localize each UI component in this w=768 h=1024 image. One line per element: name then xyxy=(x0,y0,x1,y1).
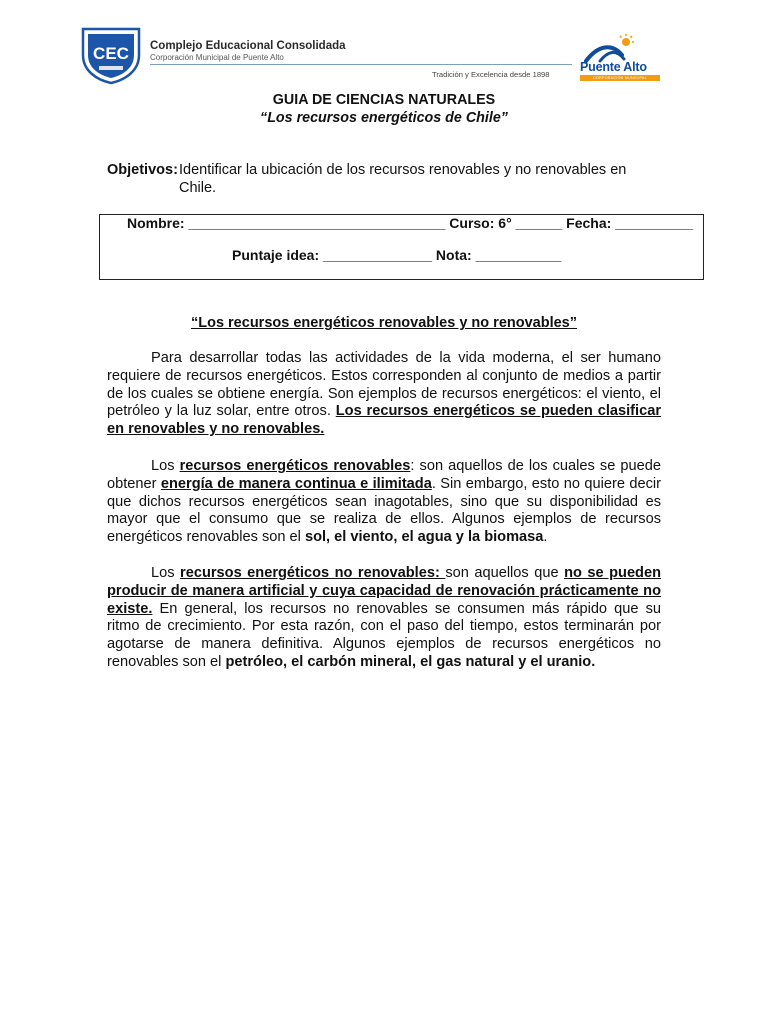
sun-bridge-icon xyxy=(580,33,662,63)
paragraph-non-renewable xyxy=(107,565,661,672)
section-heading: “Los recursos energéticos renovables y no renovables” xyxy=(190,315,577,331)
paragraph-renewable xyxy=(107,458,661,547)
paragraph-text: En general, los recursos no renovables se consumen más rápido que su ritmo de crecimiento. Por esta razón, con el paso del tiempo, estos terminarán por agotarse de manera definitiva. Algunos ejemplos de recursos energéticos no renovables son el xyxy=(107,600,661,670)
paragraph-text: Para desarrollar todas las actividades de la vida moderna, el ser humano requiere de recursos energéticos. Estos corresponden al conjunto de medios a partir de los cuales se obtiene energía. Son ejemplos de recursos energéticos: el viento, el petróleo y la luz solar, entre otros. xyxy=(107,350,661,420)
key-phrase: no se pueden producir de manera artificial y cuya capacidad de renovación prácticamente no existe. xyxy=(107,565,662,617)
paragraph-text: : son aquellos de los cuales se puede obtener xyxy=(107,458,661,492)
shield-icon xyxy=(79,25,143,85)
school-motto: Tradición y Excelencia desde 1898 xyxy=(432,70,550,79)
document-subtitle: “Los recursos energéticos de Chile” xyxy=(260,110,508,126)
paragraph-text: Los xyxy=(151,565,181,581)
shield-monogram: CEC xyxy=(93,44,129,63)
school-subtitle: Corporación Municipal de Puente Alto xyxy=(150,53,284,62)
key-phrase: energía de manera continua e ilimitada xyxy=(160,475,432,492)
term-non-renewable: recursos energéticos no renovables: xyxy=(180,565,446,581)
term-renewable: recursos energéticos renovables xyxy=(179,458,411,474)
student-info-box xyxy=(99,214,704,280)
objectives-text: Identificar la ubicación de los recursos renovables y no renovables en Chile. xyxy=(179,162,627,196)
school-name: Complejo Educacional Consolidada xyxy=(150,40,346,52)
score-grade-line[interactable]: Puntaje idea: ______________ Nota: ___________ xyxy=(232,247,562,263)
paragraph-text: . Sin embargo, esto no quiere decir que dichos recursos energéticos sean inagotables, sino que su disponibilidad es mayor que el consumo que se realiza de ellos. Algunos ejemplos de recursos energéticos renovables son el xyxy=(107,475,661,546)
partner-name: Puente Alto xyxy=(580,60,647,74)
document-title: GUIA DE CIENCIAS NATURALES xyxy=(272,92,496,108)
objectives-label: Objetivos: xyxy=(107,162,178,178)
paragraph-text: son aquellos que xyxy=(445,565,565,581)
name-course-date-line[interactable]: Nombre: _________________________________ Curso: 6° ______ Fecha: __________ xyxy=(127,215,694,231)
paragraph-text: Los xyxy=(151,458,180,474)
renewable-examples: sol, el viento, el agua y la biomasa xyxy=(304,529,544,546)
school-shield-logo xyxy=(79,25,143,85)
puente-alto-logo xyxy=(580,33,662,83)
paragraph-intro xyxy=(107,350,661,439)
partner-band: CORPORACIÓN MUNICIPAL xyxy=(580,75,660,81)
key-statement: Los recursos energéticos se pueden clasificar en renovables y no renovables. xyxy=(107,403,661,438)
header-divider xyxy=(150,64,572,65)
non-renewable-examples: petróleo, el carbón mineral, el gas natural y el uranio. xyxy=(225,653,596,670)
paragraph-text: . xyxy=(543,529,548,546)
